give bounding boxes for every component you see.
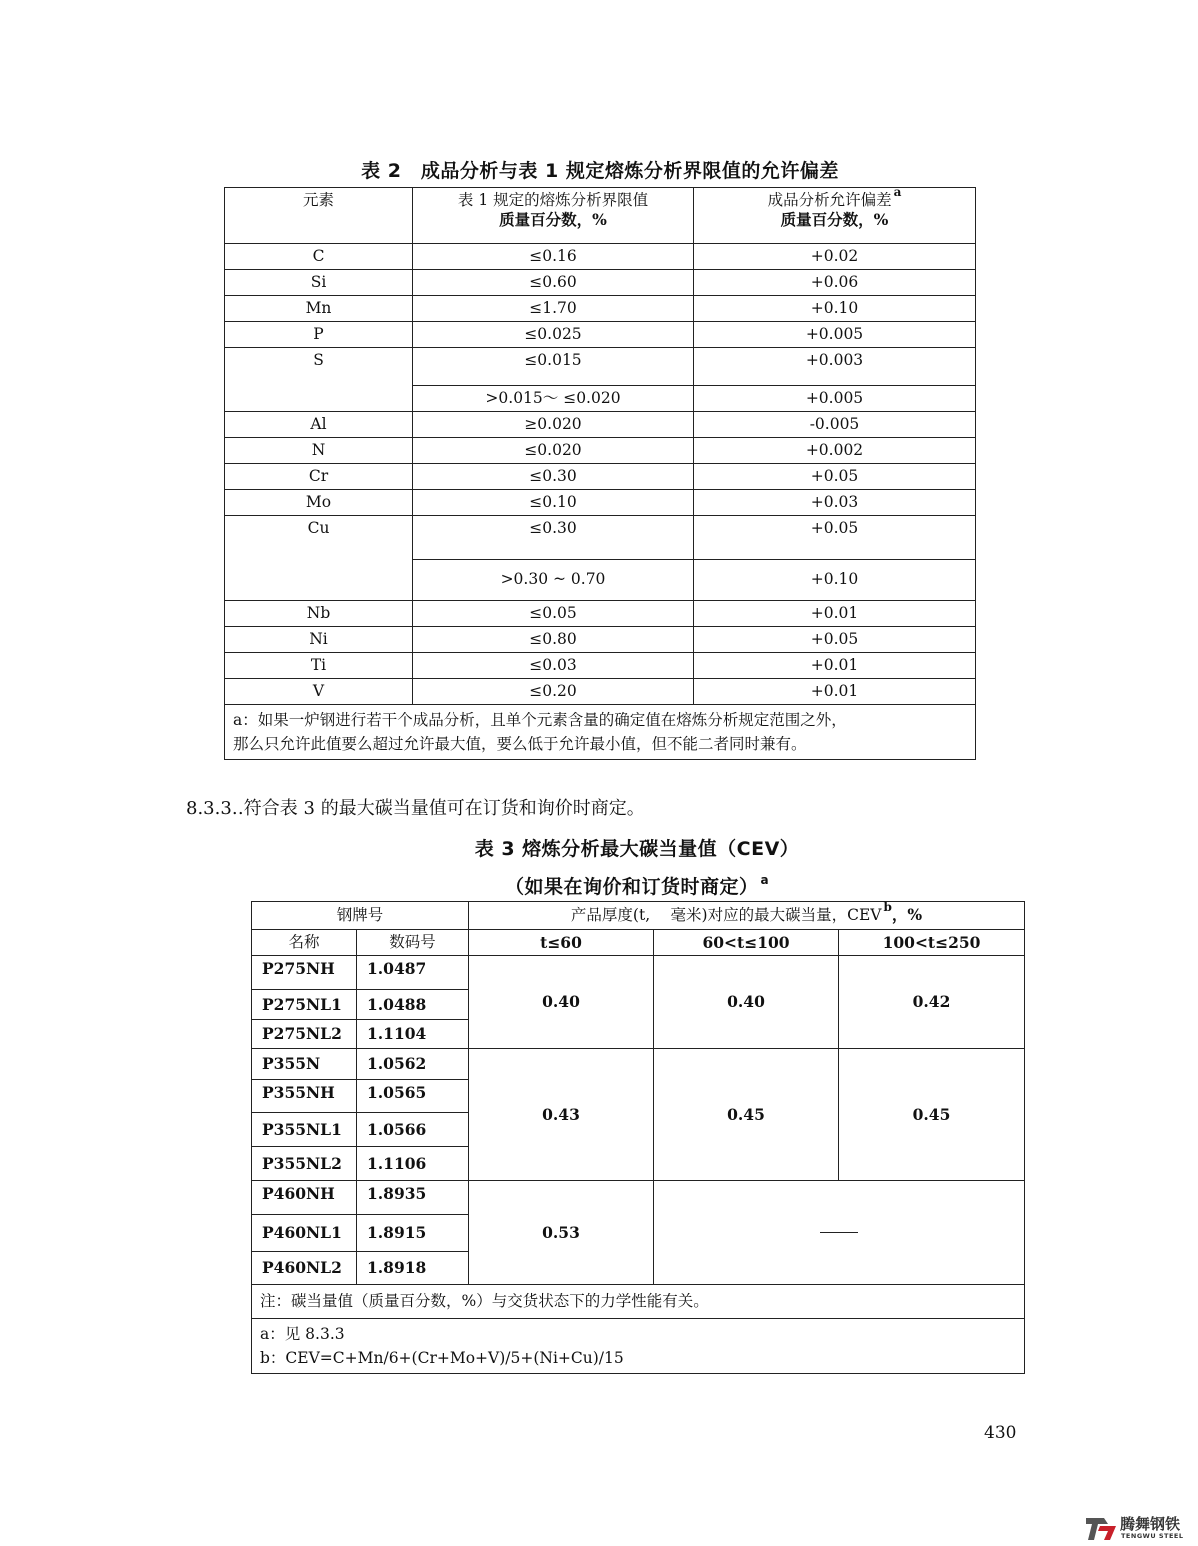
cell-grade-code: 1.8935 (357, 1181, 469, 1215)
cell-cev: 0.45 (654, 1049, 839, 1181)
cell-limit: ≤0.30 (413, 464, 694, 490)
cell-element: Nb (225, 601, 413, 627)
cell-dev: +0.05 (694, 627, 976, 653)
cell-limit: ≤0.025 (413, 322, 694, 348)
cell-limit: ≥0.020 (413, 412, 694, 438)
cell-grade-code: 1.8915 (357, 1215, 469, 1252)
table-row (225, 627, 976, 653)
cell-element: Si (225, 270, 413, 296)
header-limit (413, 188, 694, 244)
table3-subheader-row (252, 930, 1025, 956)
cell-grade-code: 1.1106 (357, 1147, 469, 1181)
cell-limit: >0.015～ ≤0.020 (413, 386, 694, 412)
cell-dev: +0.005 (694, 386, 976, 412)
table-row (225, 244, 976, 270)
cell-dev: +0.03 (694, 490, 976, 516)
cell-cev: 0.42 (839, 956, 1025, 1049)
cell-element: S (225, 348, 413, 412)
cell-limit: ≤0.015 (413, 348, 694, 386)
cell-limit: ≤1.70 (413, 296, 694, 322)
paragraph-8-3-3: 8.3.3‥符合表 3 的最大碳当量值可在订货和询价时商定。 (186, 798, 645, 819)
cell-dev: +0.01 (694, 653, 976, 679)
cell-dev: +0.10 (694, 560, 976, 601)
table3-subtitle-sup: a (760, 873, 770, 887)
table-row (252, 1049, 1025, 1080)
header-dev-line2: 质量百分数，% (780, 210, 889, 230)
table2-title: 表 2 成品分析与表 1 规定熔炼分析界限值的允许偏差 (361, 160, 839, 182)
cell-element: C (225, 244, 413, 270)
cell-grade-code: 1.8918 (357, 1252, 469, 1285)
header-dev-line1: 成品分析允许偏差 (767, 191, 892, 209)
table3 (251, 901, 1025, 1374)
cell-dev: +0.003 (694, 348, 976, 386)
table3-subtitle (250, 872, 1024, 899)
cell-grade-code: 1.0565 (357, 1080, 469, 1113)
cell-grade-code: 1.0487 (357, 956, 469, 990)
cell-grade-name: P355N (252, 1049, 357, 1080)
footnote-line: a：如果一炉钢进行若干个成品分析，且单个元素含量的确定值在熔炼分析规定范围之外， (233, 711, 847, 729)
header-name: 名称 (252, 930, 357, 956)
cell-grade-name: P460NL1 (252, 1215, 357, 1252)
cell-limit: ≤0.020 (413, 438, 694, 464)
header-thickness-text: 产品厚度(t, 毫米)对应的最大碳当量，CEV (570, 906, 882, 925)
cell-grade-name: P355NH (252, 1080, 357, 1113)
cell-dev: +0.01 (694, 601, 976, 627)
cell-dev: +0.10 (694, 296, 976, 322)
header-thickness (469, 902, 1025, 930)
header-dev-sup: a (893, 185, 902, 199)
cell-dev: +0.005 (694, 322, 976, 348)
cell-limit: ≤0.05 (413, 601, 694, 627)
cell-limit: ≤0.20 (413, 679, 694, 705)
table-row (225, 679, 976, 705)
table2-header-row (225, 188, 976, 244)
header-limit-line2: 质量百分数，% (499, 210, 607, 230)
cell-element: P (225, 322, 413, 348)
cell-element: Ni (225, 627, 413, 653)
cell-limit: ≤0.30 (413, 516, 694, 560)
table3-title: 表 3 熔炼分析最大碳当量值（CEV） (474, 838, 800, 860)
table3-footnotes (252, 1319, 1025, 1374)
cell-element: Al (225, 412, 413, 438)
tengwu-logo (1084, 1512, 1194, 1544)
cell-grade-name: P275NL2 (252, 1020, 357, 1049)
cell-cev: 0.45 (839, 1049, 1025, 1181)
table-row (225, 464, 976, 490)
table3-subtitle-text: （如果在询价和订货时商定） (504, 876, 759, 898)
cell-dev: +0.02 (694, 244, 976, 270)
table-row (225, 516, 976, 560)
table-row (252, 956, 1025, 990)
header-limit-line1: 表 1 规定的熔炼分析界限值 (457, 191, 649, 209)
logo-cn: 腾舞钢铁 (1120, 1515, 1181, 1533)
header-code: 数码号 (357, 930, 469, 956)
header-thickness-sup: b (883, 900, 892, 915)
cell-grade-code: 1.0562 (357, 1049, 469, 1080)
cell-dev: +0.06 (694, 270, 976, 296)
header-element: 元素 (225, 188, 413, 244)
table2 (224, 187, 976, 760)
cell-dev: -0.005 (694, 412, 976, 438)
table-row (225, 322, 976, 348)
cell-grade-code: 1.0566 (357, 1113, 469, 1147)
cell-element: N (225, 438, 413, 464)
cell-grade-name: P275NH (252, 956, 357, 990)
table3-note-row (252, 1285, 1025, 1319)
page-number: 430 (984, 1423, 1017, 1443)
table3-header-row (252, 902, 1025, 930)
cell-grade-name: P355NL2 (252, 1147, 357, 1181)
header-grade: 钢牌号 (252, 902, 469, 930)
header-thickness-unit: ，% (891, 905, 923, 925)
dash-mark (820, 1232, 858, 1233)
cell-element: Mn (225, 296, 413, 322)
header-t2: 60<t≤100 (654, 930, 839, 956)
footnote-a: a：见 8.3.3 (260, 1325, 345, 1343)
table3-note: 注：碳当量值（质量百分数，%）与交货状态下的力学性能有关。 (252, 1285, 1025, 1319)
cell-dev: +0.05 (694, 516, 976, 560)
cell-cev: 0.43 (469, 1049, 654, 1181)
table-row (225, 653, 976, 679)
cell-element: V (225, 679, 413, 705)
footnote-line: 那么只允许此值要么超过允许最大值，要么低于允许最小值，但不能二者同时兼有。 (233, 735, 807, 754)
table-row (225, 296, 976, 322)
cell-dev: +0.002 (694, 438, 976, 464)
cell-element: Mo (225, 490, 413, 516)
cell-grade-name: P275NL1 (252, 990, 357, 1020)
cell-limit: >0.30 ~ 0.70 (413, 560, 694, 601)
cell-element: Cu (225, 516, 413, 601)
table-row (225, 348, 976, 386)
header-t3: 100<t≤250 (839, 930, 1025, 956)
logo-mark-icon (1084, 1512, 1118, 1544)
cell-limit: ≤0.03 (413, 653, 694, 679)
table-row (225, 601, 976, 627)
logo-en: TENGWU STEEL (1121, 1532, 1184, 1540)
cell-grade-name: P460NH (252, 1181, 357, 1215)
cell-limit: ≤0.60 (413, 270, 694, 296)
cell-cev-not-applicable (654, 1181, 1025, 1285)
cell-cev: 0.40 (654, 956, 839, 1049)
cell-element: Cr (225, 464, 413, 490)
table3-footnote-row (252, 1319, 1025, 1374)
cell-grade-code: 1.0488 (357, 990, 469, 1020)
table-row (252, 1181, 1025, 1215)
cell-cev: 0.53 (469, 1181, 654, 1285)
cell-cev: 0.40 (469, 956, 654, 1049)
cell-element: Ti (225, 653, 413, 679)
cell-limit: ≤0.10 (413, 490, 694, 516)
header-deviation (694, 185, 976, 244)
cell-grade-name: P355NL1 (252, 1113, 357, 1147)
table2-footnote (225, 705, 976, 760)
table-row (225, 438, 976, 464)
table-row (225, 490, 976, 516)
cell-grade-code: 1.1104 (357, 1020, 469, 1049)
cell-dev: +0.01 (694, 679, 976, 705)
cell-limit: ≤0.80 (413, 627, 694, 653)
header-t1: t≤60 (469, 930, 654, 956)
footnote-b: b：CEV=C+Mn/6+(Cr+Mo+V)/5+(Ni+Cu)/15 (260, 1349, 624, 1368)
cell-grade-name: P460NL2 (252, 1252, 357, 1285)
table-row (225, 270, 976, 296)
cell-dev: +0.05 (694, 464, 976, 490)
table-row (225, 412, 976, 438)
table2-footnote-row (225, 705, 976, 760)
cell-limit: ≤0.16 (413, 244, 694, 270)
